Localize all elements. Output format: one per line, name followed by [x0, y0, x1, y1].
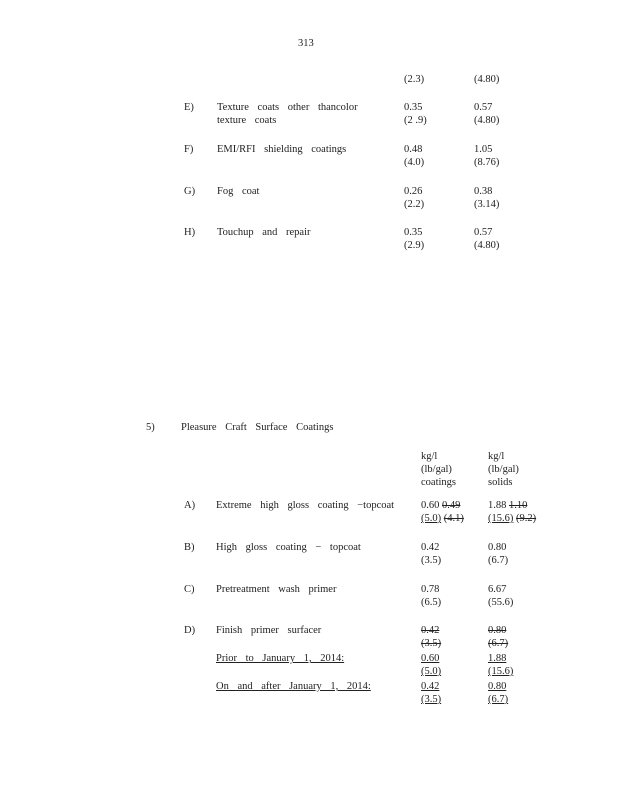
value-cell: 0.80 — [488, 681, 507, 692]
value: (15.6) — [488, 513, 514, 524]
item-label: High gloss coating − topcoat — [216, 542, 361, 553]
item-letter: H) — [184, 227, 196, 238]
value-cell: (8.76) — [474, 157, 500, 168]
section-title: Pleasure Craft Surface Coatings — [181, 422, 334, 433]
header-line: (lb/gal) — [421, 464, 452, 475]
item-label: Fog coat — [217, 186, 260, 197]
item-letter: G) — [184, 186, 196, 197]
value-cell: 0.26 — [404, 186, 423, 197]
value-cell: 0.35 — [404, 227, 423, 238]
item-letter: C) — [184, 584, 195, 595]
value-cell: 0.35 — [404, 102, 423, 113]
item-letter: D) — [184, 625, 196, 636]
struck-value: 0.42 — [421, 625, 440, 636]
column-header-solids — [488, 450, 519, 489]
column-header-coatings — [421, 450, 456, 489]
sub-item-label: Prior to January 1, 2014: — [216, 653, 345, 664]
value-cell: 0.57 — [474, 227, 493, 238]
value-cell: (3.5) — [421, 694, 442, 705]
struck-value: (6.7) — [488, 638, 509, 649]
value-cell: (2.3) — [404, 74, 425, 85]
item-letter: B) — [184, 542, 195, 553]
value-cell: 0.42 — [421, 681, 440, 692]
header-line: coatings — [421, 477, 456, 488]
value-cell — [488, 499, 527, 512]
value-cell: 0.48 — [404, 144, 423, 155]
struck-value: (9.2) — [516, 513, 537, 524]
value-cell: 0.57 — [474, 102, 493, 113]
value-cell: (3.14) — [474, 199, 500, 210]
header-line: kg/l — [421, 451, 438, 462]
item-label: texture coats — [217, 115, 277, 126]
struck-value: 0.80 — [488, 625, 507, 636]
value-cell: 6.67 — [488, 584, 507, 595]
struck-value: 1.10 — [509, 500, 528, 511]
section-number: 5) — [146, 422, 155, 433]
value-cell: (2.9) — [404, 240, 425, 251]
value-cell: 0.78 — [421, 584, 440, 595]
header-line: kg/l — [488, 451, 505, 462]
value-cell: (6.7) — [488, 694, 509, 705]
value-cell: 1.05 — [474, 144, 493, 155]
struck-value: (4.1) — [443, 513, 464, 524]
value-cell: (4.0) — [404, 157, 425, 168]
value-cell: 0.60 — [421, 653, 440, 664]
value-cell — [421, 499, 460, 512]
value-cell: 0.38 — [474, 186, 493, 197]
header-line: solids — [488, 477, 513, 488]
value-cell: (15.6) — [488, 666, 514, 677]
value-cell: (6.5) — [421, 597, 442, 608]
item-label: Finish primer surfacer — [216, 625, 322, 636]
value-cell: 0.80 — [488, 542, 507, 553]
value-cell: 0.42 — [421, 542, 440, 553]
header-line: (lb/gal) — [488, 464, 519, 475]
value-cell: (55.6) — [488, 597, 514, 608]
value-cell: (2 .9) — [404, 115, 427, 126]
item-label: EMI/RFI shielding coatings — [217, 144, 347, 155]
value-cell: (5.0) — [421, 666, 442, 677]
item-label: Extreme high gloss coating −topcoat — [216, 500, 395, 511]
value-cell: (3.5) — [421, 555, 442, 566]
item-letter: E) — [184, 102, 194, 113]
value-cell — [488, 512, 536, 525]
struck-value: (3.5) — [421, 638, 442, 649]
page-number: 313 — [298, 38, 314, 49]
value-cell: 1.88 — [488, 653, 507, 664]
value-cell: (4.80) — [474, 115, 500, 126]
item-label: Pretreatment wash primer — [216, 584, 337, 595]
value-cell: (6.7) — [488, 555, 509, 566]
sub-item-label: On and after January 1, 2014: — [216, 681, 371, 692]
item-label: Texture coats other thancolor — [217, 102, 358, 113]
value-cell — [421, 512, 464, 525]
item-label: Touchup and repair — [217, 227, 311, 238]
struck-value: 0.49 — [442, 500, 461, 511]
value-cell: (4.80) — [474, 74, 500, 85]
value-cell: (2.2) — [404, 199, 425, 210]
item-letter: A) — [184, 500, 196, 511]
item-letter: F) — [184, 144, 194, 155]
value: 1.88 — [488, 500, 507, 511]
value: 0.60 — [421, 500, 440, 511]
value-cell: (4.80) — [474, 240, 500, 251]
value: (5.0) — [421, 513, 442, 524]
